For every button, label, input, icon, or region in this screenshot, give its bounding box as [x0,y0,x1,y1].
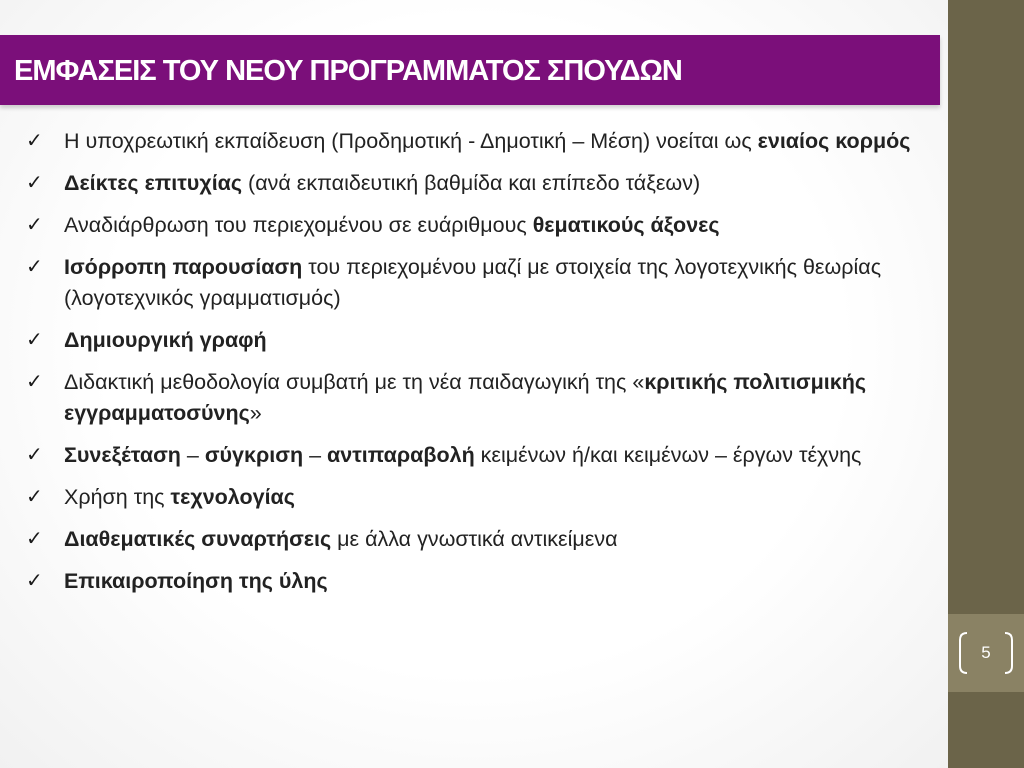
bullet-item-4 [26,252,926,314]
bullet-text: του περιεχομένου μαζί με στοιχεία της λογοτεχνικής θεωρίας (λογοτεχνικός γραμματισμός) [64,255,882,310]
slide-title: ΕΜΦΑΣΕΙΣ ΤΟΥ ΝΕΟΥ ΠΡΟΓΡΑΜΜΑΤΟΣ ΣΠΟΥΔΩΝ [14,55,682,87]
bullet-text: Χρήση της [64,485,171,509]
check-icon: ✓ [26,528,43,550]
page-number-box [948,614,1024,692]
bullet-item-7 [26,440,926,471]
bullet-list [26,126,926,608]
bullet-text: (ανά εκπαιδευτική βαθμίδα και επίπεδο τάξεων) [242,171,701,195]
bullet-text: με άλλα γνωστικά αντικείμενα [331,527,618,551]
bullet-text: » [249,401,262,425]
check-icon: ✓ [26,486,43,508]
page-number: 5 [981,643,991,662]
check-icon: ✓ [26,130,43,152]
bullet-emphasis: Συνεξέταση [64,443,181,467]
check-icon: ✓ [26,256,43,278]
bullet-emphasis: Επικαιροποίηση της ύλης [64,569,328,593]
bullet-text: – [180,443,205,467]
bullet-emphasis: κριτικής πολιτισμικής εγγραμματοσύνης [64,370,867,425]
check-icon: ✓ [26,214,43,236]
check-icon: ✓ [26,329,43,351]
bullet-emphasis: Ισόρροπη παρουσίαση [64,255,303,279]
bullet-item-5 [26,325,926,356]
bullet-text: Αναδιάρθρωση του περιεχομένου σε ευάριθμους [64,213,533,237]
bullet-item-2 [26,168,926,199]
check-icon: ✓ [26,570,43,592]
bullet-emphasis: Διαθεματικές συναρτήσεις [64,527,332,551]
bullet-emphasis: αντιπαραβολή [327,443,475,467]
bullet-emphasis: τεχνολογίας [170,485,295,509]
bullet-text: Η υποχρεωτική εκπαίδευση (Προδημοτική - Δημοτική – Μέση) νοείται ως [64,129,758,153]
bullet-item-10 [26,566,926,597]
bullet-item-6 [26,367,926,429]
bullet-text: Διδακτική μεθοδολογία συμβατή με τη νέα παιδαγωγική της « [64,370,645,394]
bullet-item-1 [26,126,926,157]
bullet-emphasis: Δείκτες επιτυχίας [64,171,243,195]
bullet-item-9 [26,524,926,555]
bullet-item-8 [26,482,926,513]
bullet-text: – [303,443,328,467]
bullet-emphasis: θεματικούς άξονες [532,213,720,237]
check-icon: ✓ [26,172,43,194]
bullet-text: κειμένων ή/και κειμένων – έργων τέχνης [474,443,862,467]
title-bar [0,35,940,105]
check-icon: ✓ [26,371,43,393]
page-number-frame [957,631,1015,675]
check-icon: ✓ [26,444,43,466]
bullet-emphasis: σύγκριση [204,443,304,467]
bullet-item-3 [26,210,926,241]
bullet-emphasis: Δημιουργική γραφή [64,328,267,352]
bullet-emphasis: ενιαίος κορμός [757,129,911,153]
